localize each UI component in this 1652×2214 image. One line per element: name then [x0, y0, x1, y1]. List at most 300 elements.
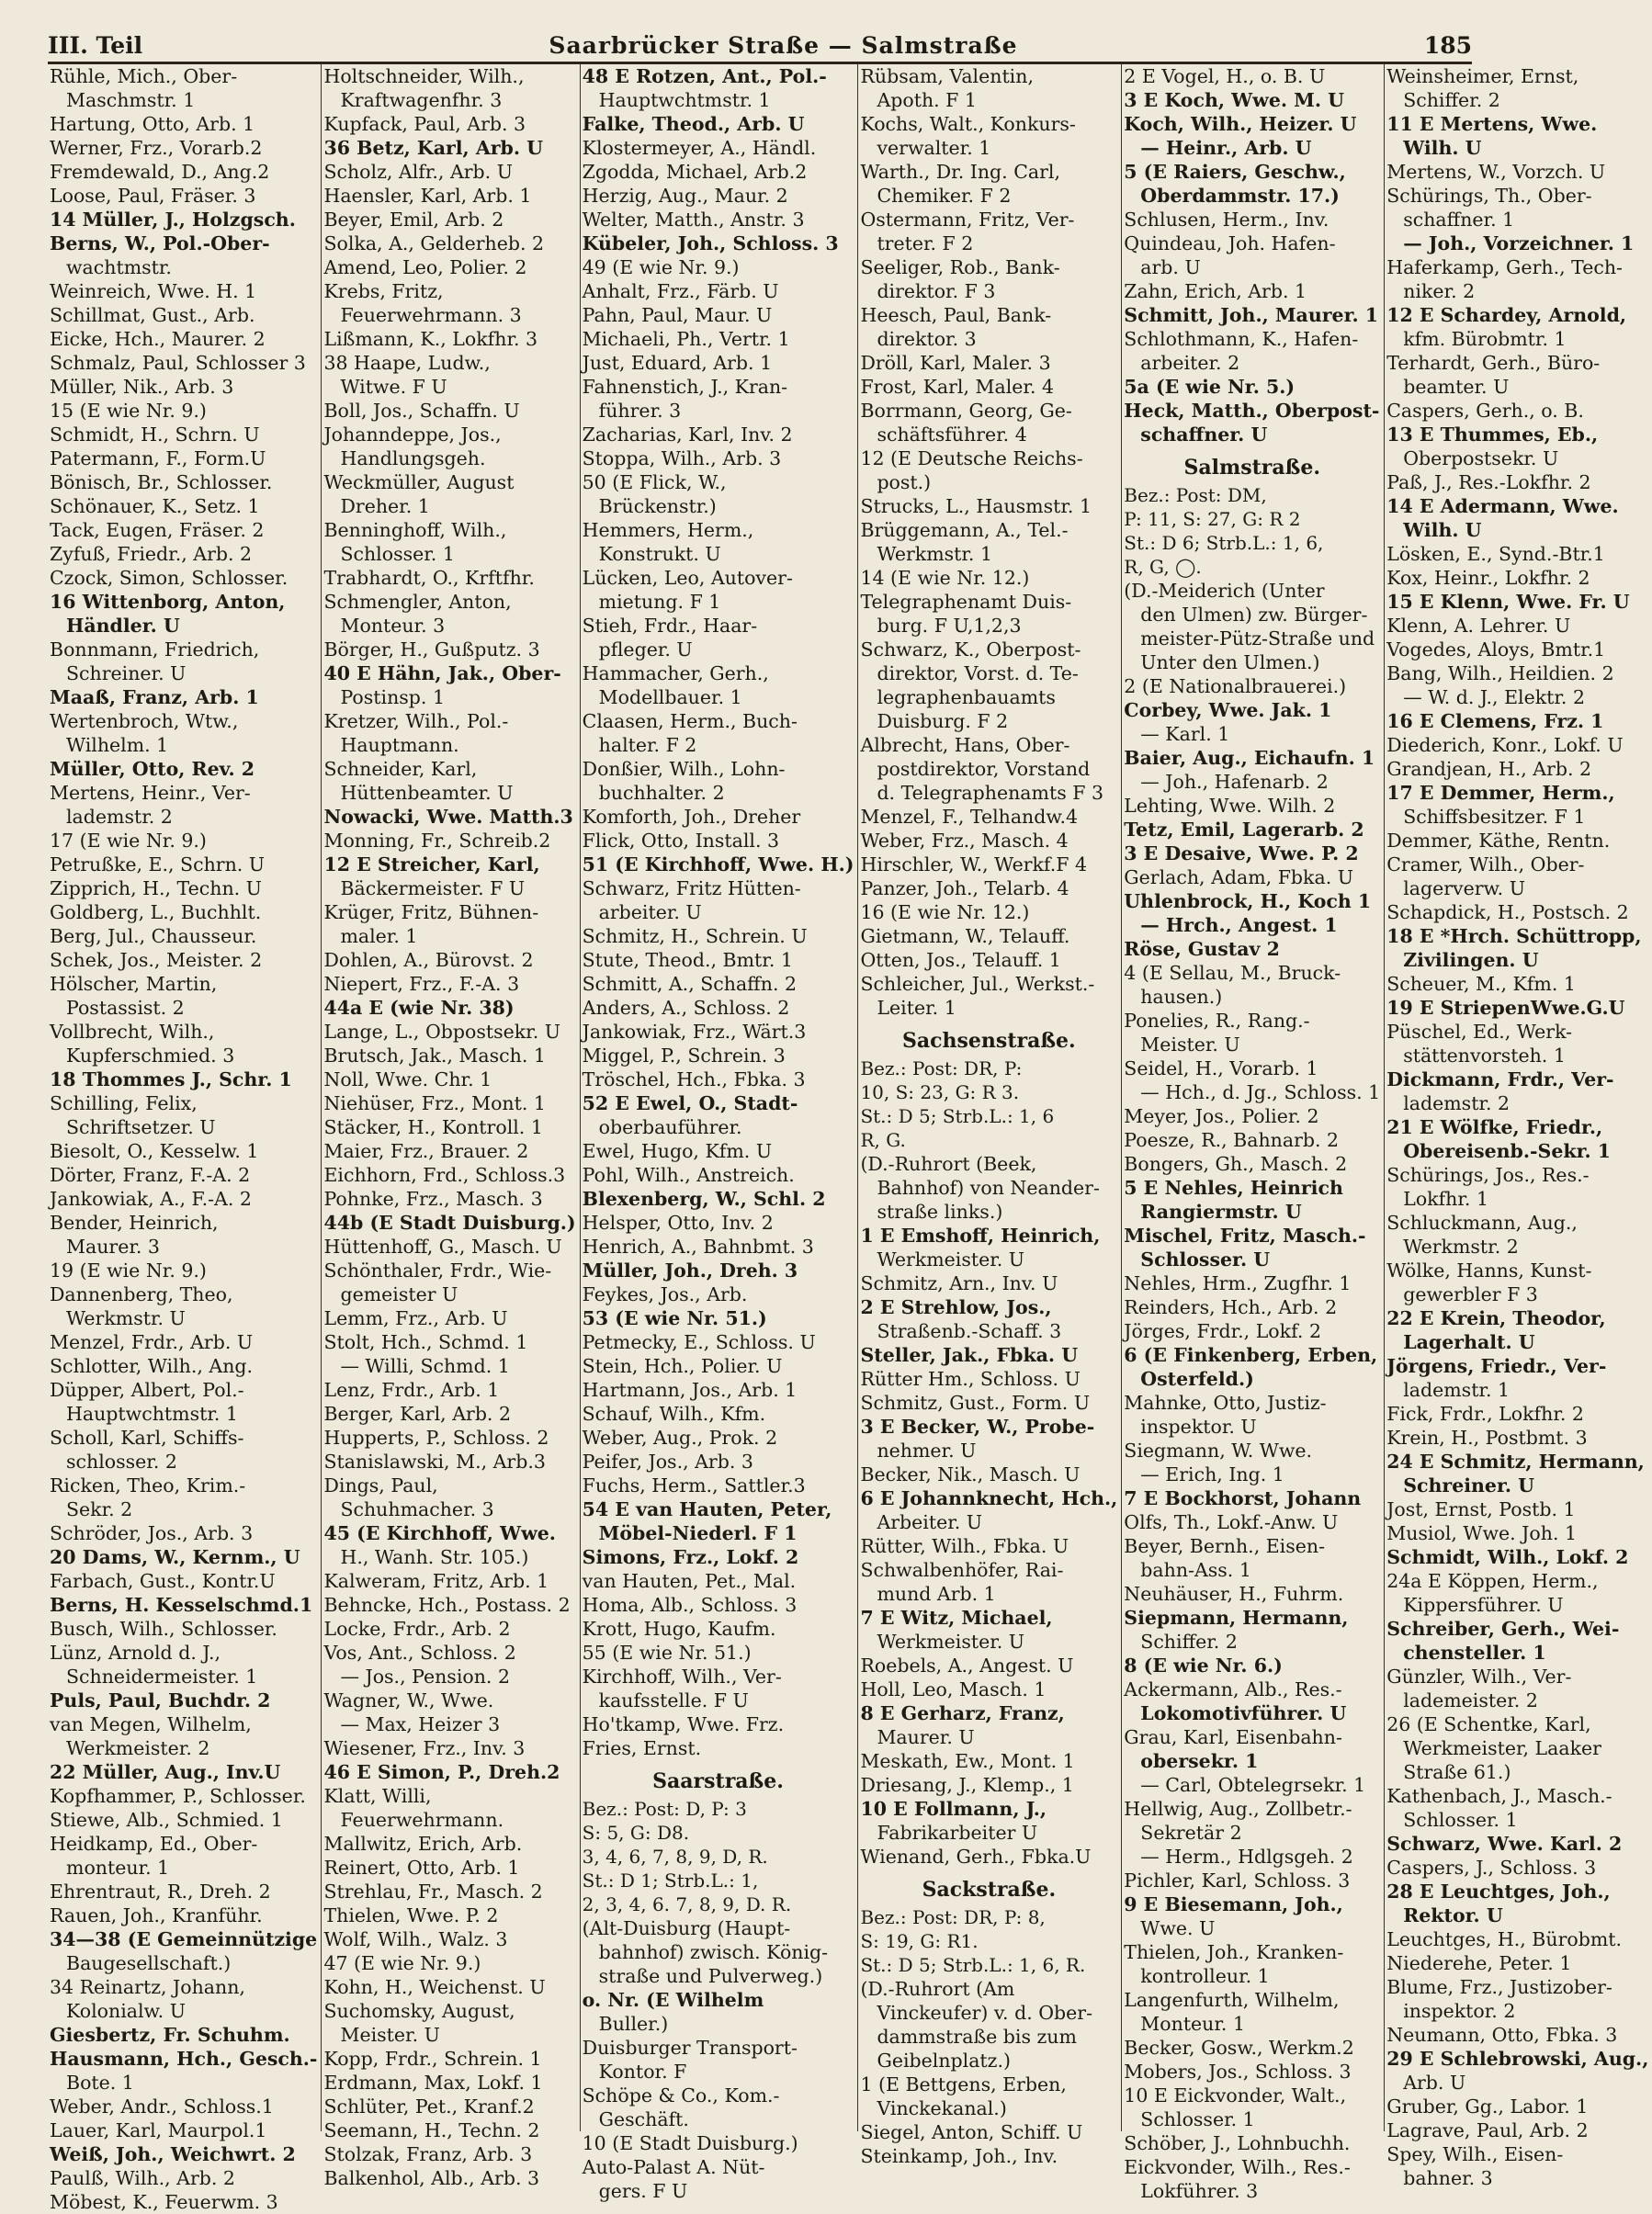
resident-entry: 54 E van Hauten, Peter,	[582, 1498, 832, 1520]
entry-continuation: — Karl. 1	[1140, 723, 1230, 745]
resident-entry: Heidkamp, Ed., Ober-	[50, 1833, 258, 1855]
resident-entry: 45 (E Kirchhoff, Wwe.	[323, 1522, 556, 1544]
resident-entry: Stieh, Frdr., Haar-	[582, 615, 758, 637]
resident-entry: Zacharias, Karl, Inv. 2	[582, 424, 793, 446]
resident-entry: 5 E Nehles, Heinrich	[1124, 1177, 1343, 1199]
resident-entry: 8 (E wie Nr. 6.)	[1124, 1655, 1283, 1677]
resident-entry: Stute, Theod., Bmtr. 1	[582, 949, 793, 971]
resident-entry: Vogedes, Aloys, Bmtr.1	[1386, 638, 1606, 661]
entry-continuation: Chemiker. F 2	[877, 185, 1012, 207]
resident-entry: 24a E Köppen, Herm.,	[1386, 1570, 1599, 1592]
resident-entry: 34 Reinartz, Johann,	[50, 1976, 245, 1998]
entry-continuation: kaufsstelle. F U	[598, 1689, 749, 1711]
resident-entry: Stäcker, H., Kontroll. 1	[323, 1116, 543, 1138]
resident-entry: Hüttenhoff, G., Masch. U	[323, 1236, 562, 1258]
entry-continuation: legraphenbauamts	[877, 686, 1056, 708]
resident-entry: Wertenbroch, Wtw.,	[50, 710, 239, 732]
resident-entry: 15 E Klenn, Wwe. Fr. U	[1386, 591, 1630, 613]
resident-entry: van Megen, Wilhelm,	[50, 1713, 252, 1735]
resident-entry: 26 (E Schentke, Karl,	[1386, 1713, 1591, 1735]
entry-continuation: Möbel-Niederl. F 1	[598, 1522, 798, 1544]
resident-entry: Wienand, Gerh., Fbka.U	[860, 1846, 1092, 1868]
entry-continuation: Geibelnplatz.)	[877, 2050, 1011, 2072]
resident-entry: 53 (E wie Nr. 51.)	[582, 1307, 767, 1329]
resident-entry: Reinert, Otto, Arb. 1	[323, 1857, 520, 1879]
resident-entry: 10 (E Stadt Duisburg.)	[582, 2132, 798, 2154]
column-2	[322, 64, 580, 2189]
resident-entry: Kochs, Walt., Konkurs-	[860, 113, 1076, 135]
resident-entry: Lißmann, K., Lokfhr. 3	[323, 328, 538, 350]
resident-entry: 21 E Wölfke, Friedr.,	[1386, 1116, 1603, 1138]
entry-continuation: Hüttenbeamter. U	[340, 782, 514, 804]
resident-entry: Steller, Jak., Fbka. U	[860, 1344, 1079, 1366]
entry-continuation: direktor, Vorst. d. Te-	[877, 662, 1079, 684]
resident-entry: Vollbrecht, Wilh.,	[50, 1021, 215, 1043]
resident-entry: Giesbertz, Fr. Schuhm.	[50, 2024, 290, 2046]
resident-entry: Stanislawski, M., Arb.3	[323, 1451, 546, 1473]
resident-entry: Siepmann, Hermann,	[1124, 1607, 1349, 1629]
resident-entry: Lagrave, Paul, Arb. 2	[1386, 2119, 1589, 2141]
resident-entry: Müller, Otto, Rev. 2	[50, 758, 255, 780]
resident-entry: Noll, Wwe. Chr. 1	[323, 1068, 492, 1090]
resident-entry: Zgodda, Michael, Arb.2	[582, 161, 808, 183]
resident-entry: Mobers, Jos., Schloss. 3	[1124, 2061, 1352, 2083]
entry-continuation: Lokomotivführer. U	[1140, 1702, 1347, 1724]
resident-entry: Gerlach, Adam, Fbka. U	[1124, 866, 1354, 888]
resident-entry: Menzel, Frdr., Arb. U	[50, 1331, 254, 1353]
resident-entry: Herzig, Aug., Maur. 2	[582, 185, 788, 207]
entry-continuation: Leiter. 1	[877, 997, 956, 1019]
resident-entry: Schürings, Jos., Res.-	[1386, 1164, 1590, 1186]
resident-entry: Weckmüller, August	[323, 471, 515, 493]
entry-continuation: Werkmstr. 2	[1403, 1236, 1519, 1258]
entry-continuation: Kontor. F	[598, 2061, 687, 2083]
resident-entry: 40 E Hähn, Jak., Ober-	[323, 662, 561, 684]
resident-entry: Dohlen, A., Bürovst. 2	[323, 949, 534, 971]
resident-entry: Miggel, P., Schrein. 3	[582, 1045, 786, 1067]
district-info-line: St.: D 6; Strb.L.: 1, 6,	[1124, 532, 1324, 554]
resident-entry: 44b (E Stadt Duisburg.)	[323, 1212, 576, 1234]
resident-entry: Jörges, Frdr., Lokf. 2	[1124, 1320, 1322, 1342]
resident-entry: Becker, Gosw., Werkm.2	[1124, 2037, 1354, 2059]
entry-continuation: den Ulmen) zw. Bürger-	[1140, 604, 1368, 626]
entry-continuation: Wilh. U	[1403, 519, 1482, 541]
entry-continuation: monteur. 1	[66, 1857, 170, 1879]
resident-entry: 1 E Emshoff, Heinrich,	[860, 1225, 1101, 1247]
resident-entry: Mischel, Fritz, Masch.-	[1124, 1225, 1366, 1247]
entry-continuation: mietung. F 1	[598, 591, 721, 613]
resident-entry: Schillmat, Gust., Arb.	[50, 304, 255, 326]
resident-entry: Siegel, Anton, Schiff. U	[860, 2121, 1083, 2143]
entry-continuation: Oberdammstr. 17.)	[1140, 185, 1340, 207]
resident-entry: Schluckmann, Aug.,	[1386, 1212, 1578, 1234]
resident-entry: Rübsam, Valentin,	[860, 65, 1034, 87]
entry-continuation: — Heinr., Arb. U	[1140, 137, 1312, 159]
resident-entry: Schmitz, H., Schrein. U	[582, 925, 808, 947]
resident-entry: Hupperts, P., Schloss. 2	[323, 1427, 549, 1449]
entry-continuation: Maurer. 3	[66, 1236, 160, 1258]
entry-continuation: — Joh., Hafenarb. 2	[1140, 771, 1329, 793]
entry-continuation: pfleger. U	[598, 638, 693, 661]
resident-entry: Mahnke, Otto, Justiz-	[1124, 1392, 1327, 1414]
resident-entry: Lehting, Wwe. Wilh. 2	[1124, 795, 1336, 817]
resident-entry: 18 Thommes J., Schr. 1	[50, 1068, 292, 1090]
entry-continuation: Obereisenb.-Sekr. 1	[1403, 1140, 1612, 1162]
resident-entry: Ehrentraut, R., Dreh. 2	[50, 1881, 271, 1903]
entry-continuation: Schlosser. 1	[1140, 2108, 1255, 2130]
resident-entry: Schröder, Jos., Arb. 3	[50, 1522, 254, 1544]
street-heading: Saarstraße.	[652, 1769, 784, 1793]
resident-entry: 13 E Thummes, Eb.,	[1386, 424, 1599, 446]
resident-entry: Schreiber, Gerh., Wei-	[1386, 1618, 1620, 1640]
resident-entry: Anhalt, Frz., Färb. U	[582, 280, 779, 302]
resident-entry: Lemm, Frz., Arb. U	[323, 1307, 508, 1329]
entry-continuation: Witwe. F U	[340, 376, 447, 398]
resident-entry: Schneider, Karl,	[323, 758, 478, 780]
resident-entry: Ponelies, R., Rang.-	[1124, 1010, 1310, 1032]
resident-entry: Müller, Joh., Dreh. 3	[582, 1259, 798, 1282]
resident-entry: Driesang, J., Klemp., 1	[860, 1774, 1074, 1796]
resident-entry: Fick, Frdr., Lokfhr. 2	[1386, 1403, 1584, 1425]
resident-entry: Klostermeyer, A., Händl.	[582, 137, 817, 159]
resident-entry: Pahn, Paul, Maur. U	[582, 304, 773, 326]
entry-continuation: Monteur. 3	[340, 615, 446, 637]
entry-continuation: Postassist. 2	[66, 997, 185, 1019]
entry-continuation: Werkmeister. 2	[66, 1737, 210, 1759]
resident-entry: Berns, W., Pol.-Ober-	[50, 232, 270, 254]
entry-continuation: hausen.)	[1140, 986, 1223, 1008]
entry-continuation: Meister. U	[1140, 1034, 1240, 1056]
page-number: 185	[1423, 32, 1472, 59]
resident-entry: Mallwitz, Erich, Arb.	[323, 1833, 523, 1855]
entry-continuation: direktor. 3	[877, 328, 977, 350]
resident-entry: 20 Dams, W., Kernm., U	[50, 1546, 300, 1568]
resident-entry: Peifer, Jos., Arb. 3	[582, 1451, 753, 1473]
resident-entry: Kupfack, Paul, Arb. 3	[323, 113, 526, 135]
entry-continuation: niker. 2	[1403, 280, 1476, 302]
resident-entry: Gruber, Gg., Labor. 1	[1386, 2095, 1589, 2118]
resident-entry: Schöber, J., Lohnbuchh.	[1124, 2132, 1351, 2154]
resident-entry: Möbest, K., Feuerwm. 3	[50, 2191, 278, 2213]
resident-entry: 55 (E wie Nr. 51.)	[582, 1642, 752, 1664]
entry-continuation: Fabrikarbeiter U	[877, 1822, 1038, 1844]
entry-continuation: Hauptwchtmstr. 1	[598, 89, 771, 111]
entry-continuation: Maschmstr. 1	[66, 89, 196, 111]
resident-entry: Kirchhoff, Wilh., Ver-	[582, 1666, 782, 1688]
entry-continuation: oberbauführer.	[598, 1116, 742, 1138]
resident-entry: Zyfuß, Friedr., Arb. 2	[50, 543, 253, 565]
resident-entry: Hirschler, W., Werkf.F 4	[860, 853, 1088, 875]
resident-entry: Schmitz, Gust., Form. U	[860, 1392, 1091, 1414]
resident-entry: Schwarz, Fritz Hütten-	[582, 877, 801, 899]
resident-entry: Thielen, Joh., Kranken-	[1124, 1941, 1344, 1963]
district-info-line: Bez.: Post: DR, P:	[860, 1057, 1023, 1079]
resident-entry: Krebs, Fritz,	[323, 280, 444, 302]
resident-entry: Solka, A., Gelderheb. 2	[323, 232, 545, 254]
resident-entry: Püschel, Ed., Werk-	[1386, 1021, 1573, 1043]
resident-entry: Fahnenstich, J., Kran-	[582, 376, 788, 398]
resident-entry: Uhlenbrock, H., Koch 1	[1124, 890, 1372, 912]
resident-entry: Schwalbenhöfer, Rai-	[860, 1559, 1064, 1581]
entry-continuation: H., Wanh. Str. 105.)	[340, 1546, 529, 1568]
district-info-line: St.: D 5; Strb.L.: 1, 6	[860, 1105, 1055, 1127]
entry-continuation: Vinckeufer) v. d. Ober-	[877, 2002, 1093, 2024]
resident-entry: 1 (E Bettgens, Erben,	[860, 2073, 1067, 2095]
resident-entry: Hammacher, Gerh.,	[582, 662, 769, 684]
entry-continuation: Schiffer. 2	[1403, 89, 1500, 111]
entry-continuation: Hauptwchtmstr. 1	[66, 1403, 238, 1425]
resident-entry: 52 E Ewel, O., Stadt-	[582, 1092, 798, 1114]
entry-continuation: dammstraße bis zum	[877, 2026, 1077, 2048]
resident-entry: Fries, Ernst.	[582, 1737, 702, 1759]
resident-entry: Jost, Ernst, Postb. 1	[1386, 1498, 1576, 1520]
entry-continuation: Schiffsbesitzer. F 1	[1403, 806, 1586, 828]
resident-entry: Siegmann, W. Wwe.	[1124, 1440, 1313, 1462]
entry-continuation: d. Telegraphenamts F 3	[877, 782, 1104, 804]
page-header	[48, 24, 1472, 64]
entry-continuation: kfm. Bürobmtr. 1	[1403, 328, 1567, 350]
entry-continuation: verwalter. 1	[877, 137, 991, 159]
resident-entry: Grandjean, H., Arb. 2	[1386, 758, 1592, 780]
entry-continuation: Geschäft.	[598, 2108, 689, 2130]
resident-entry: Kopp, Frdr., Schrein. 1	[323, 2048, 542, 2070]
resident-entry: Hartung, Otto, Arb. 1	[50, 113, 255, 135]
entry-continuation: — Carl, Obtelegrsekr. 1	[1140, 1774, 1366, 1796]
resident-entry: Mertens, Heinr., Ver-	[50, 782, 251, 804]
resident-entry: Schauf, Wilh., Kfm.	[582, 1403, 766, 1425]
resident-entry: 7 E Witz, Michael,	[860, 1607, 1053, 1629]
resident-entry: Poesze, R., Bahnarb. 2	[1124, 1129, 1340, 1151]
resident-entry: Koch, Wilh., Heizer. U	[1124, 113, 1357, 135]
entry-continuation: Kippersführer. U	[1403, 1594, 1564, 1616]
resident-entry: Petrußke, E., Schrn. U	[50, 853, 266, 875]
resident-entry: Otten, Jos., Telauff. 1	[860, 949, 1061, 971]
entry-continuation: Schreiner. U	[1403, 1474, 1535, 1497]
entry-continuation: Lokfhr. 1	[1403, 1188, 1488, 1210]
resident-entry: Biesolt, O., Kesselw. 1	[50, 1140, 259, 1162]
resident-entry: Meyer, Jos., Polier. 2	[1124, 1105, 1319, 1127]
resident-entry: Komforth, Joh., Dreher	[582, 806, 801, 828]
resident-entry: Welter, Matth., Anstr. 3	[582, 209, 805, 231]
resident-entry: Wolf, Wilh., Walz. 3	[323, 1928, 508, 1950]
resident-entry: Schapdick, H., Postsch. 2	[1386, 901, 1629, 923]
entry-continuation: arbeiter. 2	[1140, 352, 1240, 374]
resident-entry: Dörter, Franz, F.-A. 2	[50, 1164, 251, 1186]
entry-continuation: Konstrukt. U	[598, 543, 721, 565]
entry-continuation: schaffner. U	[1140, 424, 1268, 446]
entry-continuation: Straßenb.-Schaff. 3	[877, 1320, 1062, 1342]
column-5	[1122, 64, 1385, 2202]
resident-entry: Ricken, Theo, Krim.-	[50, 1474, 246, 1497]
entry-continuation: — Hch., d. Jg., Schloss. 1	[1140, 1081, 1381, 1103]
resident-entry: Krott, Hugo, Kaufm.	[582, 1618, 776, 1640]
resident-entry: 14 Müller, J., Holzgsch.	[50, 209, 296, 231]
resident-entry: 24 E Schmitz, Hermann,	[1386, 1451, 1645, 1473]
entry-continuation: chensteller. 1	[1403, 1642, 1546, 1664]
resident-entry: 14 (E wie Nr. 12.)	[860, 567, 1030, 589]
resident-entry: Börger, H., Gußputz. 3	[323, 638, 540, 661]
entry-continuation: Arbeiter. U	[877, 1511, 983, 1533]
district-info-line: 2, 3, 4, 6. 7, 8, 9, D. R.	[582, 1893, 792, 1915]
resident-entry: Pohnke, Frz., Masch. 3	[323, 1188, 543, 1210]
resident-entry: Seeliger, Rob., Bank-	[860, 256, 1060, 278]
resident-entry: Grau, Karl, Eisenbahn-	[1124, 1726, 1342, 1748]
resident-entry: Krüger, Fritz, Bühnen-	[323, 901, 539, 923]
entry-continuation: Lokführer. 3	[1140, 2180, 1259, 2202]
entry-continuation: lademeister. 2	[1403, 1689, 1538, 1711]
entry-continuation: Bote. 1	[66, 2072, 134, 2094]
entry-continuation: Sekretär 2	[1140, 1822, 1242, 1844]
resident-entry: Feykes, Jos., Arb.	[582, 1283, 748, 1305]
resident-entry: 15 (E wie Nr. 9.)	[50, 400, 207, 422]
resident-entry: Schlothmann, K., Hafen-	[1124, 328, 1359, 350]
resident-entry: Lünz, Arnold d. J.,	[50, 1642, 221, 1664]
resident-entry: Menzel, F., Telhandw.4	[860, 806, 1079, 828]
resident-entry: Schmidt, Wilh., Lokf. 2	[1386, 1546, 1629, 1568]
resident-entry: Meskath, Ew., Mont. 1	[860, 1750, 1075, 1772]
resident-entry: Goldberg, L., Buchhlt.	[50, 901, 262, 923]
entry-continuation: inspektor. U	[1140, 1416, 1257, 1438]
entry-continuation: beamter. U	[1403, 376, 1510, 398]
resident-entry: 14 E Adermann, Wwe.	[1386, 495, 1619, 517]
resident-entry: Niehüser, Frz., Mont. 1	[323, 1092, 546, 1114]
resident-entry: Schlotter, Wilh., Ang.	[50, 1355, 254, 1377]
entry-continuation: stättenvorsteh. 1	[1403, 1045, 1566, 1067]
resident-entry: Rütter Hm., Schloss. U	[860, 1368, 1081, 1390]
entry-continuation: gewerbler F 3	[1403, 1283, 1538, 1305]
resident-entry: 17 E Demmer, Herm.,	[1386, 782, 1615, 804]
resident-entry: 12 E Schardey, Arnold,	[1386, 304, 1627, 326]
resident-entry: Röse, Gustav 2	[1124, 938, 1280, 960]
resident-entry: Petmecky, E., Schloss. U	[582, 1331, 816, 1353]
entry-continuation: bahn-Ass. 1	[1140, 1559, 1251, 1581]
resident-entry: Stein, Hch., Polier. U	[582, 1355, 783, 1377]
resident-entry: 28 E Leuchtges, Joh.,	[1386, 1881, 1611, 1903]
resident-entry: Neumann, Otto, Fbka. 3	[1386, 2024, 1618, 2046]
entry-continuation: Kraftwagenfhr. 3	[340, 89, 503, 111]
entry-continuation: Zivilingen. U	[1403, 949, 1539, 971]
resident-entry: Tröschel, Hch., Fbka. 3	[582, 1068, 806, 1090]
resident-entry: (D.-Meiderich (Unter	[1124, 580, 1325, 602]
entry-continuation: Maurer. U	[877, 1726, 975, 1748]
resident-entry: Kox, Heinr., Lokfhr. 2	[1386, 567, 1590, 589]
resident-entry: Patermann, F., Form.U	[50, 447, 266, 469]
resident-entry: Bonnmann, Friedrich,	[50, 638, 260, 661]
entry-continuation: Wwe. U	[1140, 1917, 1216, 1939]
entry-continuation: Schiffer. 2	[1140, 1631, 1238, 1653]
resident-entry: Eickvonder, Wilh., Res.-	[1124, 2156, 1351, 2178]
entry-continuation: schäftsführer. 4	[877, 424, 1027, 446]
resident-entry: Kretzer, Wilh., Pol.-	[323, 710, 509, 732]
resident-entry: Schwarz, Wwe. Karl. 2	[1386, 1833, 1623, 1855]
resident-entry: Balkenhol, Alb., Arb. 3	[323, 2167, 540, 2189]
resident-entry: Lenz, Frdr., Arb. 1	[323, 1379, 500, 1401]
resident-entry: Blume, Frz., Justizober-	[1386, 1976, 1612, 1998]
resident-entry: Eichhorn, Frd., Schloss.3	[323, 1164, 566, 1186]
entry-continuation: arbeiter. U	[598, 901, 702, 923]
resident-entry: Bender, Heinrich,	[50, 1212, 219, 1234]
resident-entry: Schmidt, H., Schrn. U	[50, 424, 260, 446]
resident-entry: Stoppa, Wilh., Arb. 3	[582, 447, 782, 469]
district-info-line: Bez.: Post: DM,	[1124, 484, 1267, 506]
resident-entry: 18 E *Hrch. Schüttropp,	[1386, 925, 1642, 947]
entry-continuation: Feuerwehrmann. 3	[340, 304, 522, 326]
resident-entry: 44a E (wie Nr. 38)	[323, 997, 515, 1019]
resident-entry: Düpper, Albert, Pol.-	[50, 1379, 244, 1401]
resident-entry: Borrmann, Georg, Ge-	[860, 400, 1072, 422]
entry-continuation: Feuerwehrmann.	[340, 1809, 504, 1831]
resident-entry: Auto-Palast A. Nüt-	[582, 2156, 765, 2178]
resident-entry: Holtschneider, Wilh.,	[323, 65, 525, 87]
entry-continuation: Schriftsetzer. U	[66, 1116, 216, 1138]
entry-continuation: Osterfeld.)	[1140, 1368, 1254, 1390]
resident-entry: Langenfurth, Wilhelm,	[1124, 1989, 1340, 2011]
resident-entry: Loose, Paul, Fräser. 3	[50, 185, 256, 207]
district-info-line: 10, S: 23, G: R 3.	[860, 1081, 1020, 1103]
resident-entry: Brüggemann, A., Tel.-	[860, 519, 1069, 541]
resident-entry: Spey, Wilh., Eisen-	[1386, 2143, 1564, 2165]
resident-entry: Holl, Leo, Masch. 1	[860, 1678, 1047, 1700]
resident-entry: (Alt-Duisburg (Haupt-	[582, 1917, 791, 1939]
resident-entry: Locke, Frdr., Arb. 2	[323, 1618, 511, 1640]
resident-entry: Benninghoff, Wilh.,	[323, 519, 507, 541]
resident-entry: 29 E Schlebrowski, Aug.,	[1386, 2048, 1649, 2070]
entry-continuation: Wilhelm. 1	[66, 734, 169, 756]
entry-continuation: lademstr. 2	[66, 806, 173, 828]
entry-continuation: Werkmeister. U	[877, 1631, 1025, 1653]
resident-entry: Schmitt, A., Schaffn. 2	[582, 973, 798, 995]
resident-entry: Weber, Frz., Masch. 4	[860, 830, 1069, 852]
resident-entry: Weiß, Joh., Weichwrt. 2	[50, 2143, 296, 2165]
resident-entry: Lösken, E., Synd.-Btr.1	[1386, 543, 1605, 565]
resident-entry: 12 (E Deutsche Reichs-	[860, 447, 1083, 469]
entry-continuation: Kupferschmied. 3	[66, 1045, 235, 1067]
resident-entry: Ewel, Hugo, Kfm. U	[582, 1140, 773, 1162]
resident-entry: Baier, Aug., Eichaufn. 1	[1124, 747, 1375, 769]
resident-entry: Lücken, Leo, Autover-	[582, 567, 793, 589]
resident-entry: 22 E Krein, Theodor,	[1386, 1307, 1606, 1329]
resident-entry: Jörgens, Friedr., Ver-	[1386, 1355, 1607, 1377]
entry-continuation: wachtmstr.	[66, 256, 172, 278]
resident-entry: Erdmann, Max, Lokf. 1	[323, 2072, 543, 2094]
resident-entry: Weinsheimer, Ernst,	[1386, 65, 1579, 87]
resident-entry: Henrich, A., Bahnbmt. 3	[582, 1236, 814, 1258]
entry-continuation: bahnhof) zwisch. König-	[598, 1941, 829, 1963]
resident-entry: Paß, J., Res.-Lokfhr. 2	[1386, 471, 1591, 493]
entry-continuation: nehmer. U	[877, 1440, 977, 1462]
resident-entry: Homa, Alb., Schloss. 3	[582, 1594, 798, 1616]
resident-entry: o. Nr. (E Wilhelm	[582, 1989, 764, 2011]
resident-entry: 4 (E Sellau, M., Bruck-	[1124, 962, 1341, 984]
entry-continuation: Straße 61.)	[1403, 1761, 1511, 1783]
resident-entry: 10 E Follmann, J.,	[860, 1798, 1047, 1820]
entry-continuation: Handlungsgeh.	[340, 447, 486, 469]
resident-entry: Nehles, Hrm., Zugfhr. 1	[1124, 1272, 1352, 1294]
resident-entry: Wiesener, Frz., Inv. 3	[323, 1737, 526, 1759]
resident-entry: Schlüter, Pet., Kranf.2	[323, 2095, 535, 2118]
resident-entry: Pichler, Karl, Schloss. 3	[1124, 1869, 1351, 1892]
entry-continuation: straße links.)	[877, 1201, 1003, 1223]
resident-entry: Tetz, Emil, Lagerarb. 2	[1124, 819, 1364, 841]
resident-entry: Weinreich, Wwe. H. 1	[50, 280, 257, 302]
resident-entry: Stolt, Hch., Schmd. 1	[323, 1331, 528, 1353]
directory-columns	[48, 64, 1649, 2213]
resident-entry: 8 E Gerharz, Franz,	[860, 1702, 1065, 1724]
resident-entry: Dings, Paul,	[323, 1474, 438, 1497]
resident-entry: Heck, Matth., Oberpost-	[1124, 400, 1380, 422]
district-info-line: S: 5, G: D8.	[582, 1822, 690, 1844]
resident-entry: Farbach, Gust., Kontr.U	[50, 1570, 276, 1592]
